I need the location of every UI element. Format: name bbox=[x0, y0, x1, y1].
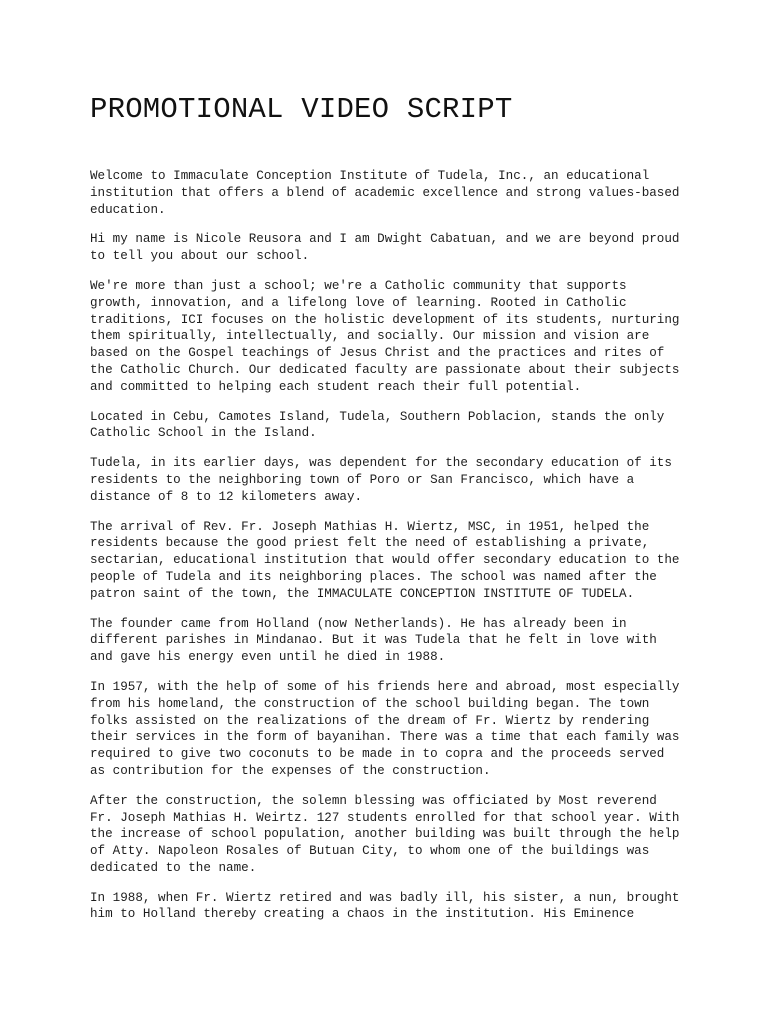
paragraph-arrival: The arrival of Rev. Fr. Joseph Mathias H. Wiertz, MSC, in 1951, helped the residents because the good priest felt the need of establishing a private, sectarian, educational institution that would offer secondary education to the people of Tudela and its neighboring places. The school was named after the patron saint of the town, the IMMACULATE CONCEPTION INSTITUTE OF TUDELA. bbox=[90, 519, 680, 601]
paragraph-introduction: Hi my name is Nicole Reusora and I am Dwight Cabatuan, and we are beyond proud to tell you about our school. bbox=[90, 232, 680, 264]
document-body bbox=[90, 168, 690, 936]
paragraph-location: Located in Cebu, Camotes Island, Tudela, Southern Poblacion, stands the only Catholic School in the Island. bbox=[90, 409, 665, 441]
paragraph-welcome: Welcome to Immaculate Conception Institute of Tudela, Inc., an educational institution that offers a blend of academic excellence and strong values-based education. bbox=[90, 169, 680, 217]
paragraph-retirement: In 1988, when Fr. Wiertz retired and was badly ill, his sister, a nun, brought him to Holland thereby creating a chaos in the institution. His Eminence bbox=[90, 890, 680, 922]
paragraph-blessing: After the construction, the solemn blessing was officiated by Most reverend Fr. Joseph Mathias H. Weirtz. 127 students enrolled for that school year. With the increase of school population, another building was built through the help of Atty. Napoleon Rosales of Butuan City, to whom one of the buildings was dedicated to the name. bbox=[90, 793, 680, 875]
paragraph-founder: The founder came from Holland (now Netherlands). He has already been in different parishes in Mindanao. But it was Tudela that he felt in love with and gave his energy even until he died in 1988. bbox=[90, 616, 657, 665]
paragraph-community: We're more than just a school; we're a Catholic community that supports growth, innovation, and a lifelong love of learning. Rooted in Catholic traditions, ICI focuses on the holistic development of its students, nurturing them spiritually, intellectually, and socially. Our mission and vision are based on the Gospel teachings of Jesus Christ and the practices and rites of the Catholic Church. Our dedicated faculty are passionate about their subjects and committed to helping each student reach their full potential. bbox=[90, 278, 680, 394]
document-title: PROMOTIONAL VIDEO SCRIPT bbox=[90, 93, 513, 126]
paragraph-early-days: Tudela, in its earlier days, was dependent for the secondary education of its residents to the neighboring town of Poro or San Francisco, which have a distance of 8 to 12 kilometers away. bbox=[90, 456, 672, 504]
paragraph-construction: In 1957, with the help of some of his friends here and abroad, most especially from his homeland, the construction of the school building began. The town folks assisted on the realizations of the dream of Fr. Wiertz by rendering their services in the form of bayanihan. There was a time that each family was required to give two coconuts to be made in to copra and the proceeds served as contribution for the expenses of the construction. bbox=[90, 679, 680, 778]
